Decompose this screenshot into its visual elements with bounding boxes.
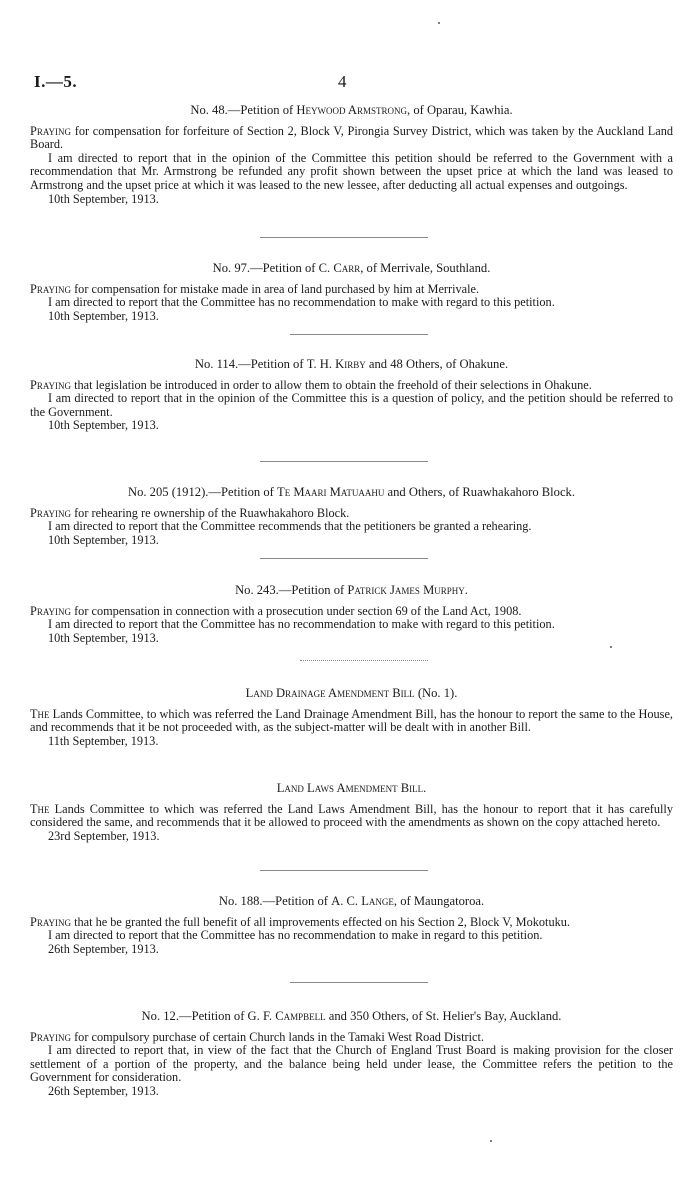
prayer-paragraph: Praying that legislation be introduced in order to allow them to obtain the freehold of their selections in Ohakune. — [30, 377, 592, 392]
section-heading: No. 12.—Petition of G. F. Campbell and 350 Others, of St. Helier's Bay, Auckland. — [141, 1009, 562, 1023]
section-divider — [260, 870, 428, 871]
petition-section — [30, 358, 673, 433]
bill-name: Land Laws Amendment Bill — [276, 781, 424, 795]
prayer-paragraph: Praying for compulsory purchase of certain Church lands in the Tamaki West Road District. — [30, 1029, 484, 1044]
bill-section — [30, 687, 673, 748]
petition-section — [30, 1010, 673, 1099]
bill-name: Land Drainage Amendment Bill — [245, 686, 415, 700]
petition-section — [30, 262, 673, 323]
section-divider — [260, 558, 428, 559]
section-divider — [300, 660, 428, 661]
section-heading: Land Drainage Amendment Bill (No. 1). — [245, 686, 458, 700]
report-paragraph: The Lands Committee to which was referred the Land Laws Amendment Bill, has the honour to report that it has carefully considered the same, and recommends that it be allowed to proceed with the amendments as shown on the copy attached hereto. — [30, 801, 673, 830]
prayer-paragraph: Praying for rehearing re ownership of the Ruawhakahoro Block. — [30, 505, 350, 520]
report-paragraph: I am directed to report that the Committee has no recommendation to make with regard to this petition. — [48, 295, 555, 310]
section-divider — [260, 237, 428, 238]
report-date: 11th September, 1913. — [48, 733, 159, 748]
report-paragraph: I am directed to report that the Committee recommends that the petitioners be granted a rehearing. — [48, 519, 532, 534]
scan-speck — [438, 22, 440, 24]
section-heading: Land Laws Amendment Bill. — [276, 781, 427, 795]
petition-section — [30, 104, 673, 206]
report-date: 10th September, 1913. — [48, 418, 159, 433]
section-divider — [290, 982, 428, 983]
report-date: 26th September, 1913. — [48, 1083, 159, 1098]
report-paragraph: I am directed to report that in the opinion of the Committee this is a question of policy, and the petition should be referred to the Government. — [30, 391, 673, 419]
report-date: 10th September, 1913. — [48, 532, 159, 547]
petitioner-name: G. F. Campbell — [247, 1009, 326, 1023]
scan-speck — [610, 646, 612, 648]
report-date: 26th September, 1913. — [48, 941, 159, 956]
section-heading: No. 97.—Petition of C. Carr, of Merrivale, Southland. — [212, 261, 491, 275]
prayer-paragraph: Praying for compensation for mistake made in area of land purchased by him at Merrivale. — [30, 281, 480, 296]
section-heading: No. 48.—Petition of Heywood Armstrong, of Oparau, Kawhia. — [190, 103, 513, 117]
section-heading: No. 243.—Petition of Patrick James Murphy. — [235, 583, 468, 597]
petitioner-name: Patrick James Murphy — [347, 583, 465, 597]
petitioner-name: T. H. Kirby — [306, 357, 366, 371]
report-paragraph: I am directed to report that the Committee has no recommendation to make with regard to this petition. — [48, 617, 555, 632]
report-date: 23rd September, 1913. — [48, 828, 160, 843]
prayer-paragraph: Praying for compensation in connection with a prosecution under section 69 of the Land Act, 1908. — [30, 603, 522, 618]
section-heading: No. 114.—Petition of T. H. Kirby and 48 Others, of Ohakune. — [194, 357, 509, 371]
petitioner-name: Heywood Armstrong — [296, 103, 408, 117]
report-paragraph: I am directed to report that the Committee has no recommendation to make in regard to this petition. — [48, 928, 543, 943]
report-paragraph: The Lands Committee, to which was referred the Land Drainage Amendment Bill, has the honour to report the same to the House, and recommends that it be not proceeded with, as the subject-matter will be dealt with in another Bill. — [30, 706, 673, 735]
document-reference: I.—5. — [34, 72, 78, 91]
prayer-paragraph: Praying that he be granted the full benefit of all improvements effected on his Section 2, Block V, Mokotuku. — [30, 914, 570, 929]
petition-section — [30, 584, 673, 645]
bill-section — [30, 782, 673, 843]
page-number: 4 — [338, 72, 347, 91]
section-heading: No. 205 (1912).—Petition of Te Maari Matuaahu and Others, of Ruawhakahoro Block. — [127, 485, 576, 499]
scan-speck — [490, 1140, 492, 1142]
section-divider — [290, 334, 428, 335]
prayer-paragraph: Praying for compensation for forfeiture of Section 2, Block V, Pirongia Survey District, which was taken by the Auckland Land Board. — [30, 123, 673, 152]
report-paragraph: I am directed to report that, in view of the fact that the Church of England Trust Board is making provision for the closer settlement of a portion of the property, and the balance being held under lease, the Committee refers the petition to the Government for consideration. — [30, 1043, 673, 1085]
report-date: 10th September, 1913. — [48, 308, 159, 323]
report-date: 10th September, 1913. — [48, 630, 159, 645]
petitioner-name: A. C. Lange — [331, 894, 394, 908]
petitioner-name: C. Carr — [318, 261, 361, 275]
section-divider — [260, 461, 428, 462]
petition-section — [30, 486, 673, 547]
petition-section — [30, 895, 673, 956]
report-date: 10th September, 1913. — [48, 191, 159, 206]
petitioner-name: Te Maari Matuaahu — [277, 485, 385, 499]
report-paragraph: I am directed to report that in the opinion of the Committee this petition should be referred to the Government with a recommendation that Mr. Armstrong be refunded any profit shown between the upset price at which the land was leased to Armstrong and the upset price at which it was leased to the new lessee, after deducting all actual expenses and outgoings. — [30, 150, 673, 192]
section-heading: No. 188.—Petition of A. C. Lange, of Maungatoroa. — [218, 894, 485, 908]
